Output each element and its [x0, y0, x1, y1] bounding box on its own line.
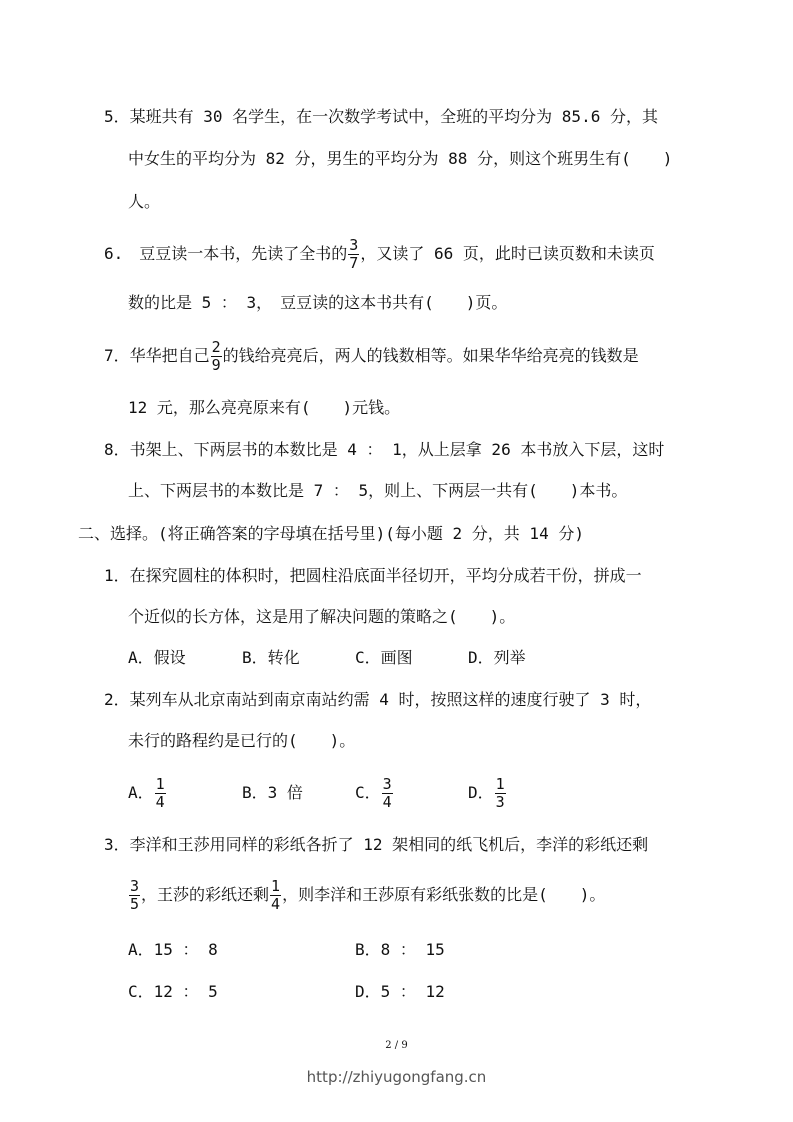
q6-line1	[104, 234, 655, 274]
s2-q2-option-a-fraction: $\frac{1}{4}$	[155, 775, 165, 811]
s2-q2-line2: 未行的路程约是已行的( )。	[128, 731, 356, 750]
s2-q2-option-c-fraction: $\frac{3}{4}$	[382, 775, 392, 811]
section-title: 二、选择。(将正确答案的字母填在括号里)(每小题 2 分，共 14 分)	[78, 524, 584, 543]
s2-q3-fraction-1: $\frac{3}{5}$	[130, 877, 140, 913]
q7-line2: 12 元，那么亮亮原来有( )元钱。	[128, 398, 401, 417]
s2-q2-option-a: A． $\frac{1}{4}$	[128, 775, 165, 811]
q8-line1: 8．书架上、下两层书的本数比是 4 ： 1，从上层拿 26 本书放入下层，这时	[104, 440, 665, 459]
s2-q3-option-b: B．8 ： 15	[355, 940, 445, 959]
q7-line1	[104, 336, 639, 376]
q6-line2: 数的比是 5 ： 3， 豆豆读的这本书共有( )页。	[128, 293, 508, 312]
s2-q3-option-a: A．15 ： 8	[128, 940, 218, 959]
s2-q2-option-d: D． $\frac{1}{3}$	[468, 775, 505, 811]
s2-q2-line1: 2．某列车从北京南站到南京南站约需 4 时，按照这样的速度行驶了 3 时，	[104, 690, 652, 709]
s2-q2-option-b: B．3 倍	[242, 783, 303, 802]
q5-line1: 5．某班共有 30 名学生，在一次数学考试中，全班的平均分为 85.6 分，其	[104, 107, 658, 126]
q7-text-b: 的钱给亮亮后，两人的钱数相等。如果华华给亮亮的钱数是	[222, 346, 639, 365]
s2-q3-fraction-2: $\frac{1}{4}$	[271, 877, 281, 913]
s2-q2-option-c: C． $\frac{3}{4}$	[355, 775, 392, 811]
q7-fraction: $\frac{2}{9}$	[211, 338, 221, 374]
footer-url[interactable]: http://zhiyugongfang.cn	[306, 1068, 487, 1086]
s2-q1-option-a: A．假设	[128, 648, 186, 667]
page-number: 2 / 9	[385, 1040, 408, 1051]
s2-q1-line2: 个近似的长方体，这是用了解决问题的策略之( )。	[128, 607, 516, 626]
s2-q3-line1: 3．李洋和王莎用同样的彩纸各折了 12 架相同的纸飞机后，李洋的彩纸还剩	[104, 835, 649, 854]
q5-line2: 中女生的平均分为 82 分，男生的平均分为 88 分，则这个班男生有( )	[128, 149, 673, 168]
s2-q1-line1: 1．在探究圆柱的体积时，把圆柱沿底面半径切开，平均分成若干份，拼成一	[104, 566, 642, 585]
q6-fraction: $\frac{3}{7}$	[349, 236, 359, 272]
s2-q1-option-b: B．转化	[242, 648, 300, 667]
s2-q1-option-c: C．画图	[355, 648, 413, 667]
q7-text-a: 7．华华把自己	[104, 346, 210, 365]
s2-q3-line2: $\frac{3}{5}$ ，王莎的彩纸还剩 $\frac{1}{4}$ ，则李洋和王莎原有彩纸张数的比是( )。	[130, 877, 606, 913]
q8-line2: 上、下两层书的本数比是 7 ： 5，则上、下两层一共有( )本书。	[128, 481, 628, 500]
q6-text-b: ，又读了 66 页，此时已读页数和未读页	[360, 244, 655, 263]
q5-line3: 人。	[128, 192, 161, 211]
s2-q3-option-c: C．12 ： 5	[128, 982, 218, 1001]
s2-q1-option-d: D．列举	[468, 648, 526, 667]
s2-q2-option-d-fraction: $\frac{1}{3}$	[495, 775, 505, 811]
s2-q3-option-d: D．5 ： 12	[355, 982, 445, 1001]
q6-text-a: 6. 豆豆读一本书，先读了全书的	[104, 244, 348, 263]
